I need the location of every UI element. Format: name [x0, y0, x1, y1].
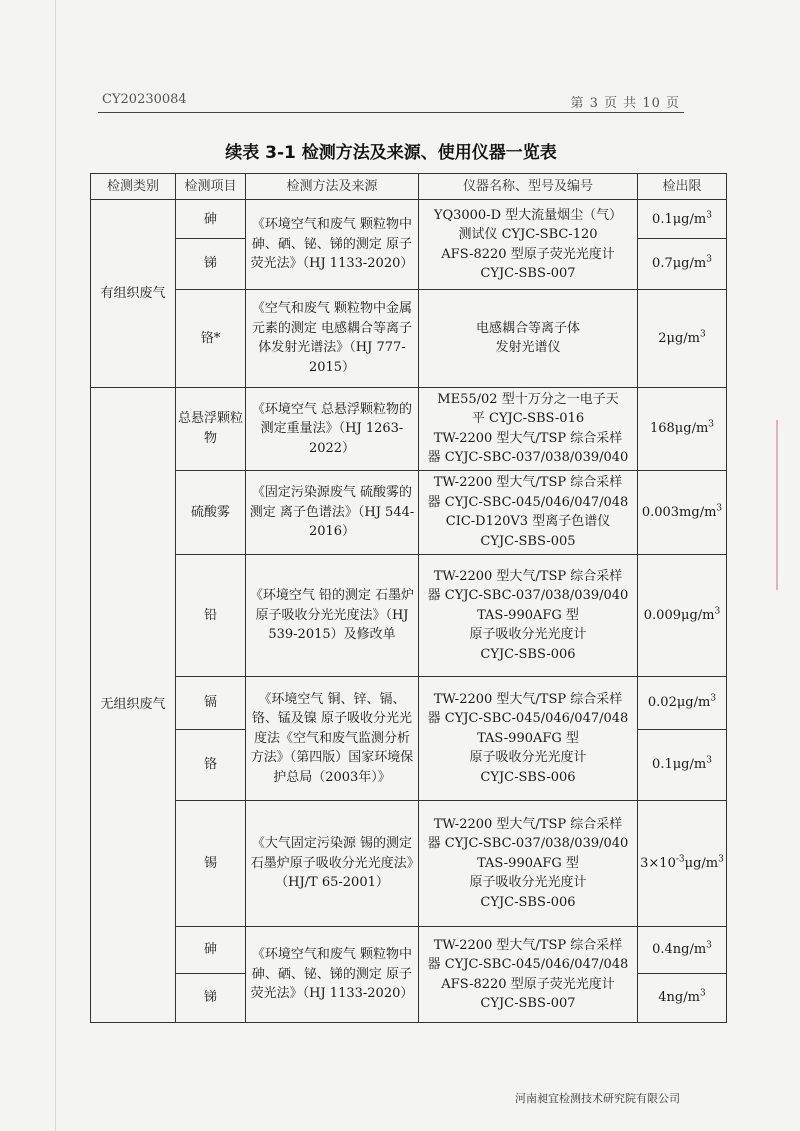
col-header-limit: 检出限 — [638, 174, 727, 200]
item-cell: 铬* — [176, 290, 246, 388]
seal-stamp-fragment — [776, 420, 800, 590]
table-row — [91, 927, 727, 974]
item-cell: 镉 — [176, 676, 246, 729]
method-cell: 《固定污染源废气 硫酸雾的测定 离子色谱法》（HJ 544-2016） — [246, 471, 419, 554]
methods-table — [90, 173, 727, 1023]
method-cell: 《环境空气 总悬浮颗粒物的测定重量法》（HJ 1263-2022） — [246, 387, 419, 470]
table-row — [91, 290, 727, 388]
table-header-row — [91, 174, 727, 200]
limit-cell: $2\mu g/m^3$ — [638, 290, 727, 388]
method-cell: 《环境空气和废气 颗粒物中砷、硒、铋、锑的测定 原子荧光法》（HJ 1133-2020） — [246, 927, 419, 1023]
table-row — [91, 387, 727, 470]
limit-cell: $0.003mg/m^3$ — [638, 471, 727, 554]
table-row — [91, 801, 727, 927]
instrument-cell: ME55/02 型十万分之一电子天 平 CYJC-SBS-016 TW-2200 型大气/TSP 综合采样 器 CYJC-SBC-037/038/039/040 — [419, 387, 638, 470]
instrument-cell: TW-2200 型大气/TSP 综合采样 器 CYJC-SBC-037/038/039/040 TAS-990AFG 型 原子吸收分光光度计 CYJC-SBS-006 — [419, 554, 638, 676]
item-cell: 锡 — [176, 801, 246, 927]
method-cell: 《空气和废气 颗粒物中金属元素的测定 电感耦合等离子体发射光谱法》（HJ 777-2015） — [246, 290, 419, 388]
report-code: CY20230084 — [102, 92, 187, 107]
table-row — [91, 676, 727, 729]
item-cell: 砷 — [176, 927, 246, 974]
page-number: 第 3 页 共 10 页 — [570, 96, 680, 111]
limit-cell: $4ng/m^3$ — [638, 974, 727, 1023]
page-header — [98, 90, 684, 113]
item-cell: 锑 — [176, 239, 246, 290]
instrument-cell: TW-2200 型大气/TSP 综合采样 器 CYJC-SBC-045/046/047/048 AFS-8220 型原子荧光光度计 CYJC-SBS-007 — [419, 927, 638, 1023]
method-cell: 《环境空气和废气 颗粒物中砷、硒、铋、锑的测定 原子荧光法》（HJ 1133-2020） — [246, 200, 419, 290]
limit-cell: $0.7\mu g/m^3$ — [638, 239, 727, 290]
method-cell: 《环境空气 铅的测定 石墨炉原子吸收分光光度法》（HJ 539-2015）及修改单 — [246, 554, 419, 676]
instrument-cell: TW-2200 型大气/TSP 综合采样 器 CYJC-SBC-045/046/047/048 CIC-D120V3 型离子色谱仪 CYJC-SBS-005 — [419, 471, 638, 554]
item-cell: 铬 — [176, 729, 246, 800]
instrument-cell: 电感耦合等离子体 发射光谱仪 — [419, 290, 638, 388]
limit-cell: $168\mu g/m^3$ — [638, 387, 727, 470]
category-organized: 有组织废气 — [91, 200, 176, 387]
category-unorganized: 无组织废气 — [91, 387, 176, 1022]
method-cell: 《大气固定污染源 锡的测定 石墨炉原子吸收分光光度法》（HJ/T 65-2001） — [246, 801, 419, 927]
table-row — [91, 471, 727, 554]
item-cell: 总悬浮颗粒物 — [176, 387, 246, 470]
method-cell: 《环境空气 铜、锌、镉、铬、锰及镍 原子吸收分光光度法《空气和废气监测分析方法》（第四版）国家环境保护总局（2003年）》 — [246, 676, 419, 800]
table-row — [91, 200, 727, 239]
limit-cell: $0.1\mu g/m^3$ — [638, 200, 727, 239]
limit-cell: $3\times 10^{-3}\mu g/m^3$ — [638, 801, 727, 927]
col-header-item: 检测项目 — [176, 174, 246, 200]
col-header-category: 检测类别 — [91, 174, 176, 200]
col-header-method: 检测方法及来源 — [246, 174, 419, 200]
limit-cell: $0.1\mu g/m^3$ — [638, 729, 727, 800]
limit-cell: $0.009\mu g/m^3$ — [638, 554, 727, 676]
instrument-cell: YQ3000-D 型大流量烟尘（气） 测试仪 CYJC-SBC-120 AFS-8220 型原子荧光光度计 CYJC-SBS-007 — [419, 200, 638, 290]
table-title: 续表 3-1 检测方法及来源、使用仪器一览表 — [225, 143, 557, 163]
binding-line — [55, 0, 56, 1131]
item-cell: 硫酸雾 — [176, 471, 246, 554]
instrument-cell: TW-2200 型大气/TSP 综合采样 器 CYJC-SBC-045/046/047/048 TAS-990AFG 型 原子吸收分光光度计 CYJC-SBS-006 — [419, 676, 638, 800]
item-cell: 铅 — [176, 554, 246, 676]
limit-cell: $0.02\mu g/m^3$ — [638, 676, 727, 729]
table-row — [91, 554, 727, 676]
col-header-instrument: 仪器名称、型号及编号 — [419, 174, 638, 200]
limit-cell: $0.4ng/m^3$ — [638, 927, 727, 974]
item-cell: 砷 — [176, 200, 246, 239]
company-footer: 河南昶宜检测技术研究院有限公司 — [515, 1092, 680, 1105]
instrument-cell: TW-2200 型大气/TSP 综合采样 器 CYJC-SBC-037/038/039/040 TAS-990AFG 型 原子吸收分光光度计 CYJC-SBS-006 — [419, 801, 638, 927]
item-cell: 锑 — [176, 974, 246, 1023]
